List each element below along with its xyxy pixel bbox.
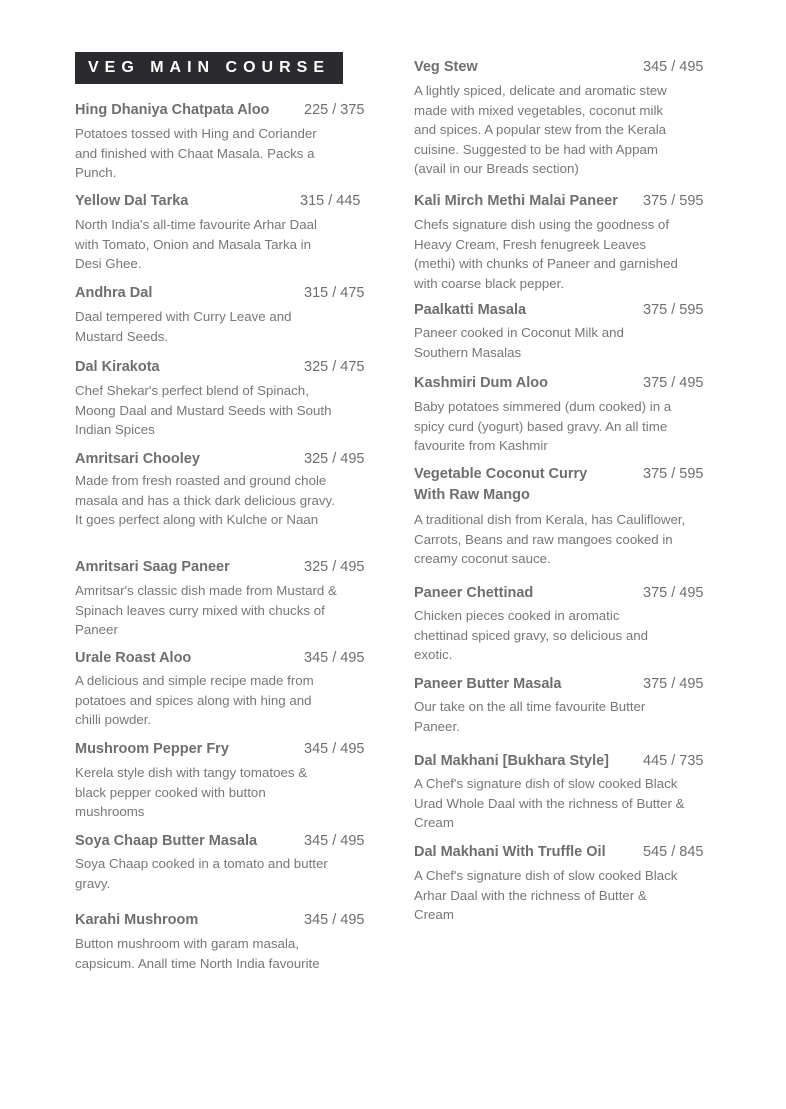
item-name: Paneer Butter Masala bbox=[414, 676, 562, 692]
item-name: Paalkatti Masala bbox=[414, 302, 527, 318]
item-description: Made from fresh roasted and ground chole masala and has a thick dark delicious gravy. It goes perfect along with Kulche or Naan bbox=[75, 473, 335, 527]
item-price: 345 / 495 bbox=[304, 650, 365, 666]
item-name: Dal Makhani [Bukhara Style] bbox=[414, 753, 609, 769]
item-price: 375 / 595 bbox=[643, 302, 704, 318]
item-price: 345 / 495 bbox=[643, 59, 704, 75]
item-price: 345 / 495 bbox=[304, 741, 365, 757]
item-name: Dal Kirakota bbox=[75, 359, 160, 375]
item-description: Potatoes tossed with Hing and Coriander and finished with Chaat Masala. Packs a Punch. bbox=[75, 126, 317, 180]
item-price: 225 / 375 bbox=[304, 102, 365, 118]
item-name: Andhra Dal bbox=[75, 285, 153, 301]
item-description: Chef Shekar's perfect blend of Spinach, Moong Daal and Mustard Seeds with South Indian Spices bbox=[75, 383, 332, 437]
item-price: 325 / 495 bbox=[304, 451, 365, 467]
item-description: A Chef's signature dish of slow cooked Black Urad Whole Daal with the richness of Butter & Cream bbox=[414, 776, 685, 830]
item-price: 325 / 495 bbox=[304, 559, 365, 575]
item-name: Mushroom Pepper Fry bbox=[75, 741, 229, 757]
item-description: Kerela style dish with tangy tomatoes & black pepper cooked with button mushrooms bbox=[75, 765, 308, 819]
item-description: Paneer cooked in Coconut Milk and Southern Masalas bbox=[414, 325, 624, 360]
item-name: Yellow Dal Tarka bbox=[75, 193, 189, 209]
item-name: Vegetable Coconut Curry With Raw Mango bbox=[414, 466, 588, 503]
item-price: 375 / 495 bbox=[643, 375, 704, 391]
item-name: Urale Roast Aloo bbox=[75, 650, 192, 666]
item-description: North India's all-time favourite Arhar Daal with Tomato, Onion and Masala Tarka in Desi Ghee. bbox=[75, 217, 317, 271]
item-price: 375 / 495 bbox=[643, 585, 704, 601]
item-description: A lightly spiced, delicate and aromatic stew made with mixed vegetables, coconut milk and spices. A popular stew from the Kerala cuisine. Suggested to be had with Appam (avail in our Breads section) bbox=[414, 83, 667, 176]
item-price: 315 / 475 bbox=[304, 285, 365, 301]
item-name: Karahi Mushroom bbox=[75, 912, 199, 928]
item-name: Hing Dhaniya Chatpata Aloo bbox=[75, 102, 270, 118]
item-price: 375 / 595 bbox=[643, 193, 704, 209]
item-description: A Chef's signature dish of slow cooked Black Arhar Daal with the richness of Butter & Cream bbox=[414, 868, 678, 922]
item-description: Baby potatoes simmered (dum cooked) in a spicy curd (yogurt) based gravy. An all time favourite from Kashmir bbox=[414, 399, 672, 453]
item-description: Our take on the all time favourite Butter Paneer. bbox=[414, 699, 646, 734]
item-name: Amritsari Saag Paneer bbox=[75, 559, 230, 575]
item-description: Button mushroom with garam masala, capsicum. Anall time North India favourite bbox=[75, 936, 320, 971]
item-description: Chefs signature dish using the goodness of Heavy Cream, Fresh fenugreek Leaves (methi) with chunks of Paneer and garnished with coarse black pepper. bbox=[414, 217, 678, 291]
item-name: Kashmiri Dum Aloo bbox=[414, 375, 549, 391]
item-description: A traditional dish from Kerala, has Cauliflower, Carrots, Beans and raw mangoes cooked in creamy coconut sauce. bbox=[414, 512, 686, 566]
item-name: Kali Mirch Methi Malai Paneer bbox=[414, 193, 618, 209]
item-description: Chicken pieces cooked in aromatic chettinad spiced gravy, so delicious and exotic. bbox=[414, 608, 649, 662]
item-description: A delicious and simple recipe made from potatoes and spices along with hing and chilli powder. bbox=[75, 673, 314, 727]
item-name: Amritsari Chooley bbox=[75, 451, 200, 467]
item-name: Dal Makhani With Truffle Oil bbox=[414, 844, 606, 860]
item-name: Veg Stew bbox=[414, 59, 478, 75]
item-description: Daal tempered with Curry Leave and Mustard Seeds. bbox=[75, 309, 292, 344]
item-price: 375 / 495 bbox=[643, 676, 704, 692]
item-price: 325 / 475 bbox=[304, 359, 365, 375]
item-price: 545 / 845 bbox=[643, 844, 704, 860]
item-description: Amritsar's classic dish made from Mustard & Spinach leaves curry mixed with chucks of Paneer bbox=[75, 583, 337, 637]
item-price: 345 / 495 bbox=[304, 833, 365, 849]
item-price: 315 / 445 bbox=[300, 193, 361, 209]
item-description: Soya Chaap cooked in a tomato and butter gravy. bbox=[75, 856, 328, 891]
section-title: VEG MAIN COURSE bbox=[75, 52, 343, 84]
item-price: 345 / 495 bbox=[304, 912, 365, 928]
item-price: 375 / 595 bbox=[643, 466, 704, 482]
item-name: Soya Chaap Butter Masala bbox=[75, 833, 258, 849]
item-name: Paneer Chettinad bbox=[414, 585, 534, 601]
item-price: 445 / 735 bbox=[643, 753, 704, 769]
